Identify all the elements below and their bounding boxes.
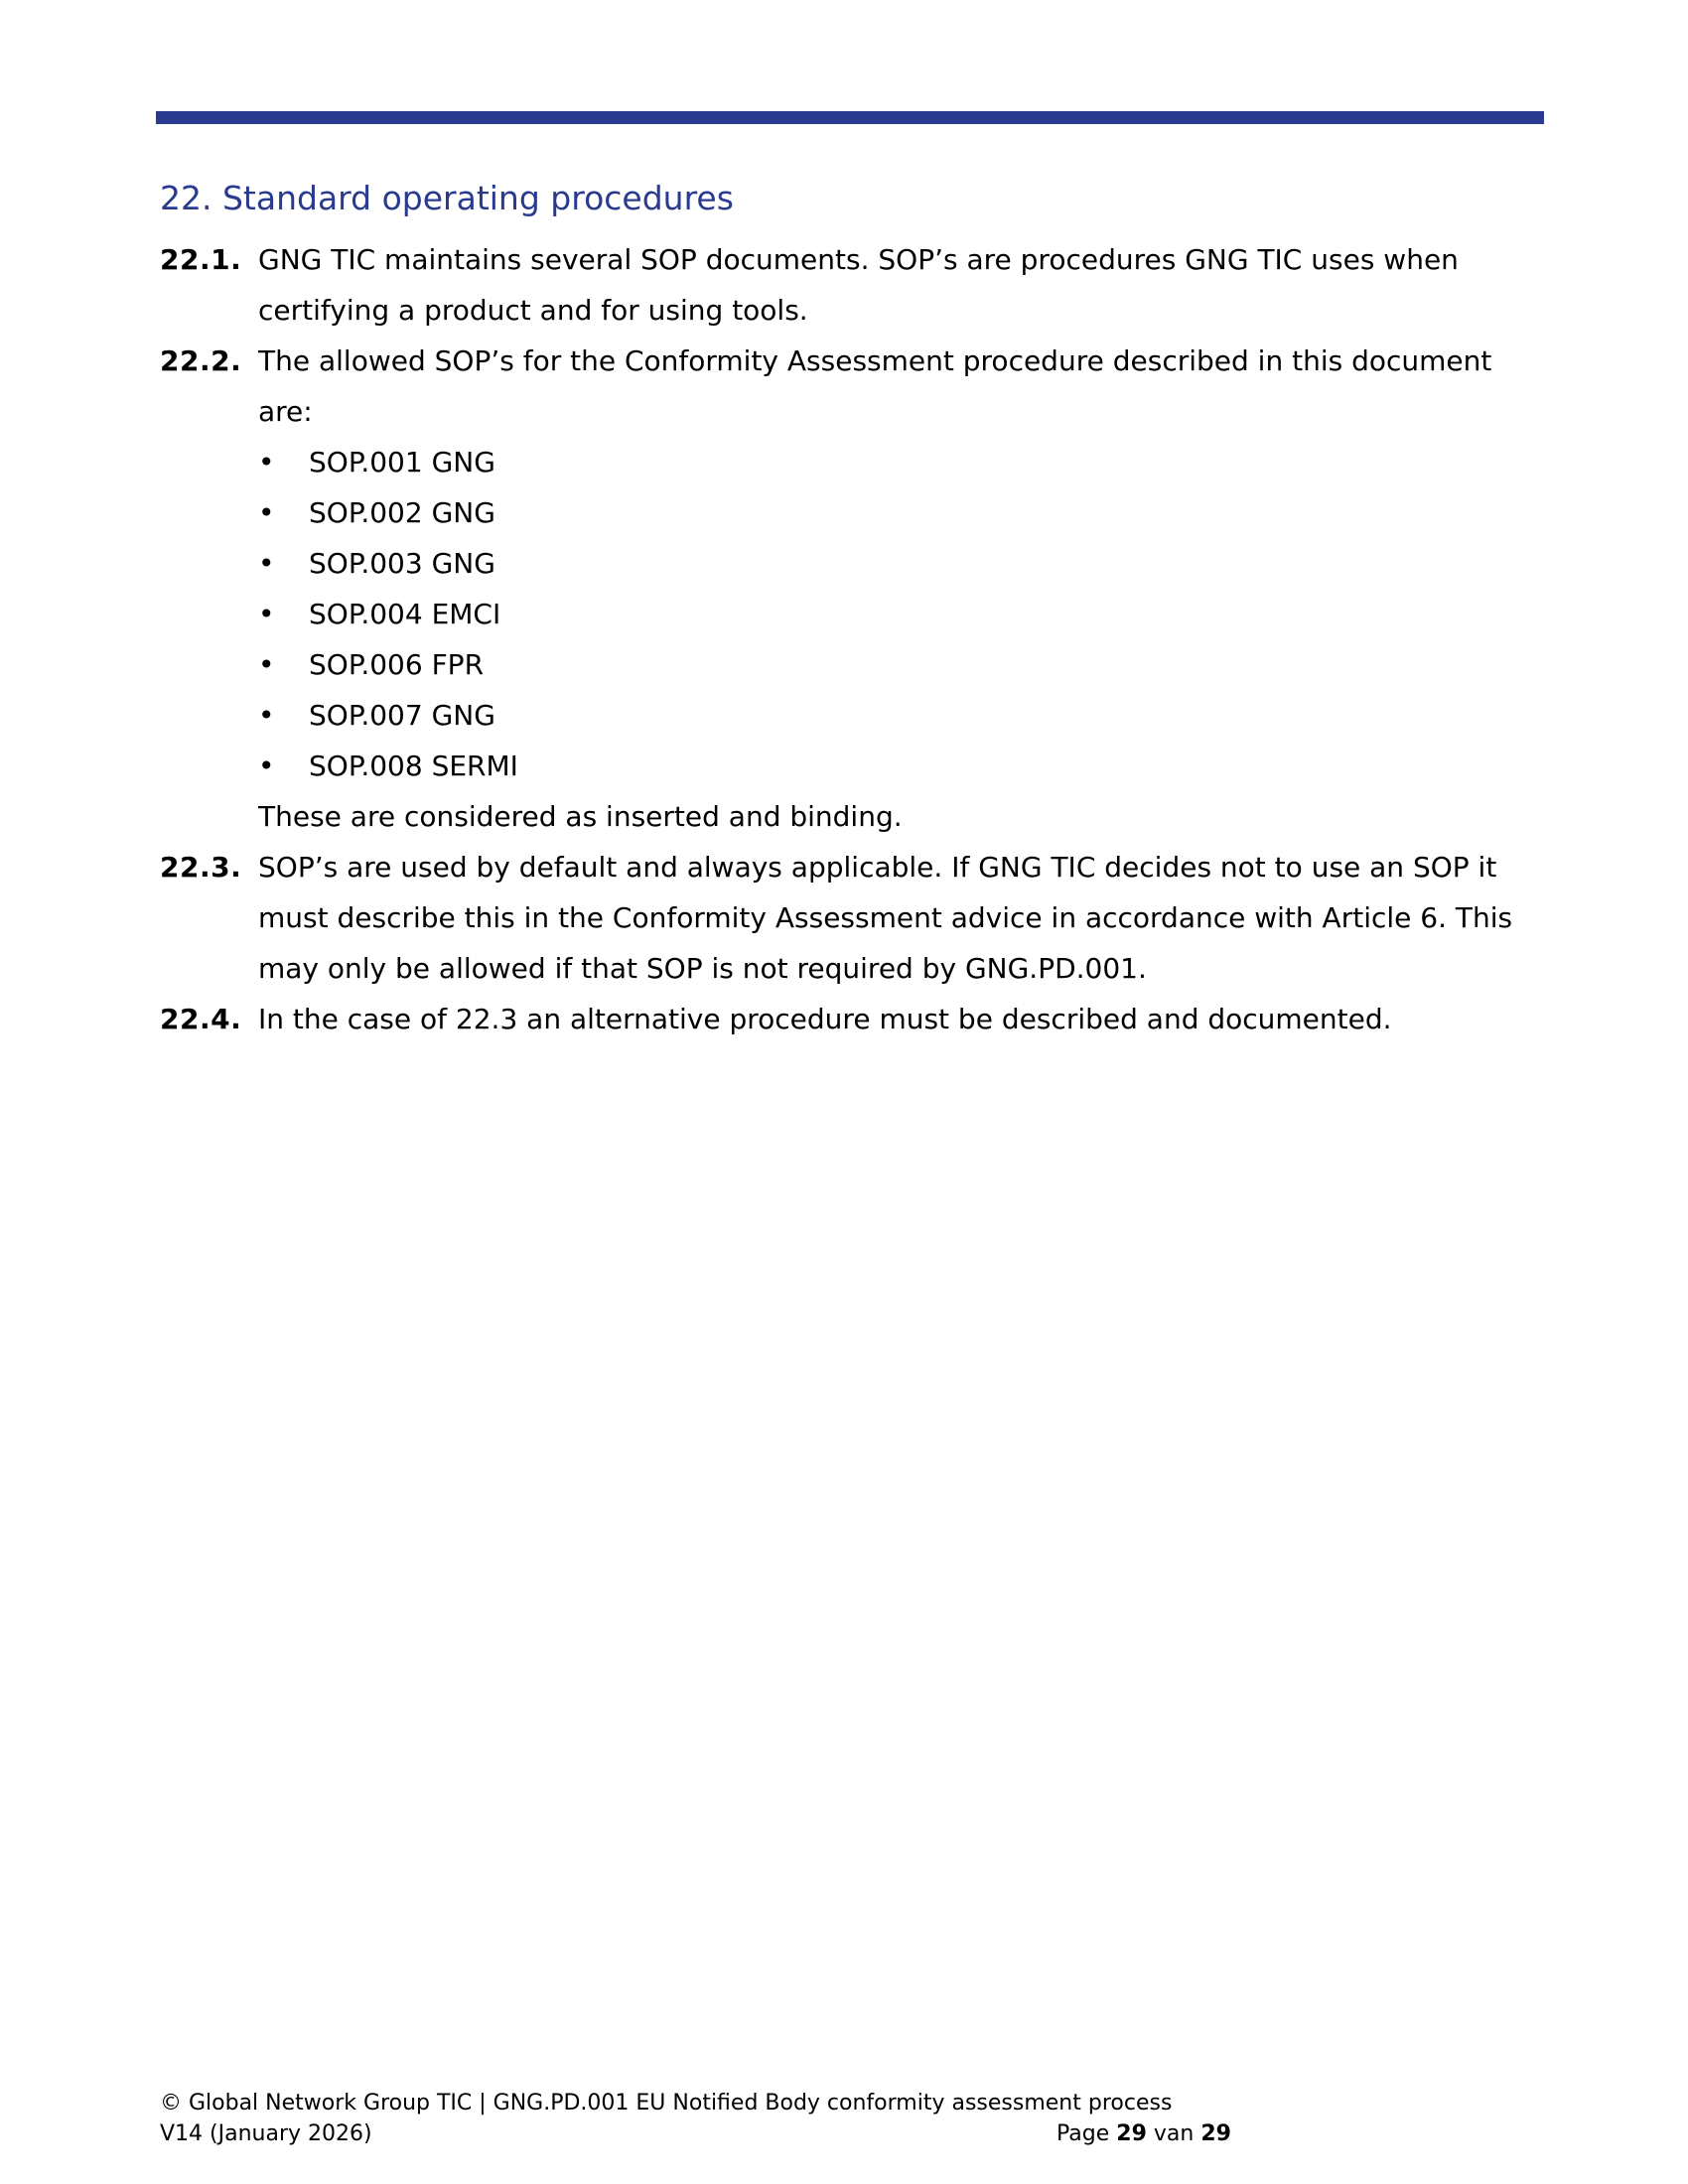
footer-line [160,2118,1252,2149]
document-body [160,234,1550,1044]
bullet-icon: • [258,598,275,630]
clause-text: The allowed SOP’s for the Conformity Assessment procedure described in this document are: [258,344,1492,428]
sop-label: SOP.004 EMCI [309,598,501,630]
bullet-icon: • [258,496,275,529]
clause-number: 22.3. [160,851,242,884]
clause-22-1 [160,234,1550,336]
page-total: 29 [1200,2121,1231,2146]
clause-22-4 [160,994,1550,1044]
clause-number: 22.4. [160,1003,242,1035]
section-heading: 22. Standard operating procedures [160,179,734,217]
bullet-icon: • [258,446,275,478]
list-item [258,741,1550,791]
footer-copyright: © Global Network Group TIC | GNG.PD.001 EU Notified Body conformity assessment process [160,2091,1173,2116]
sop-label: SOP.007 GNG [309,699,495,732]
clause-number: 22.2. [160,344,242,377]
list-item [258,639,1550,690]
footer-version: V14 (January 2026) [160,2121,372,2146]
clause-22-3 [160,842,1550,994]
sop-list [258,437,1550,791]
sop-label: SOP.008 SERMI [309,750,518,782]
bullet-icon: • [258,699,275,732]
sop-label: SOP.001 GNG [309,446,495,478]
list-item [258,487,1550,538]
list-item [258,437,1550,487]
sop-label: SOP.002 GNG [309,496,495,529]
clause-22-2 [160,336,1550,842]
clause-text: GNG TIC maintains several SOP documents. SOP’s are procedures GNG TIC uses when certifying a product and for using tools. [258,243,1459,327]
header-rule [156,111,1544,124]
page-current: 29 [1116,2121,1147,2146]
clause-number: 22.1. [160,243,242,276]
bullet-icon: • [258,547,275,580]
page-label: Page [1056,2121,1110,2146]
page-number [1056,2118,1231,2149]
list-item [258,690,1550,741]
sop-label: SOP.006 FPR [309,648,485,681]
bullet-icon: • [258,750,275,782]
list-item [258,538,1550,589]
clause-closing-text: These are considered as inserted and binding. [258,800,903,833]
page-footer [160,2088,1252,2149]
page-separator: van [1153,2121,1195,2146]
list-item [258,589,1550,639]
clause-text: In the case of 22.3 an alternative procedure must be described and documented. [258,1003,1392,1035]
bullet-icon: • [258,648,275,681]
clause-text: SOP’s are used by default and always applicable. If GNG TIC decides not to use an SOP it must describe this in the Conformity Assessment advice in accordance with Article 6. This may only be allowed if that SOP is not required by GNG.PD.001. [258,851,1513,985]
sop-label: SOP.003 GNG [309,547,495,580]
